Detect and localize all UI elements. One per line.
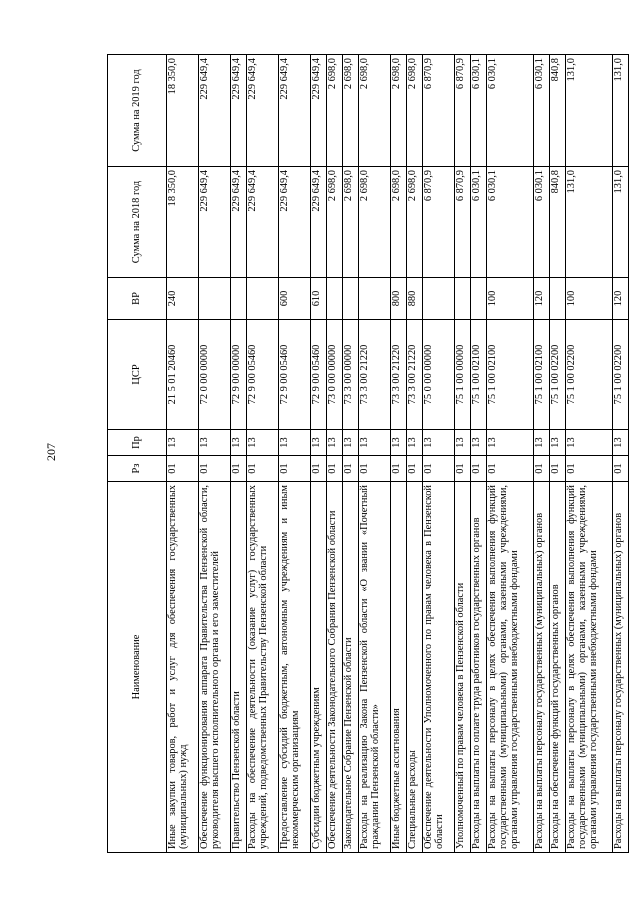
cell-sum-2018: 6 870,9 xyxy=(455,167,471,278)
cell-sum-2019: 18 350,0 xyxy=(167,55,199,167)
cell-rz: 01 xyxy=(407,456,423,482)
table-header xyxy=(108,55,167,853)
table-row xyxy=(231,55,247,853)
table-row xyxy=(550,55,566,853)
cell-pr: 13 xyxy=(327,430,343,456)
cell-csr: 75 1 00 02200 xyxy=(566,320,613,430)
table-row xyxy=(423,55,455,853)
cell-rz: 01 xyxy=(391,456,407,482)
cell-csr: 72 9 00 05460 xyxy=(279,320,311,430)
table-row xyxy=(471,55,487,853)
table-row xyxy=(279,55,311,853)
cell-name: Обеспечение функционирования аппарата Правительства Пензенской области, руководителя высшего исполнительного органа и его заместителей xyxy=(199,482,231,853)
cell-sum-2018: 229 649,4 xyxy=(231,167,247,278)
cell-vr: 100 xyxy=(566,278,613,320)
cell-sum-2019: 2 698,0 xyxy=(359,55,391,167)
cell-sum-2018: 229 649,4 xyxy=(247,167,279,278)
cell-sum-2019: 2 698,0 xyxy=(407,55,423,167)
cell-sum-2018: 131,0 xyxy=(566,167,613,278)
cell-vr: 800 xyxy=(391,278,407,320)
cell-csr: 75 1 00 00000 xyxy=(455,320,471,430)
cell-name: Иные закупки товаров, работ и услуг для обеспечения государственных (муниципальных) нужд xyxy=(167,482,199,853)
cell-name: Расходы на выплаты по оплате труда работников государственных органов xyxy=(471,482,487,853)
cell-pr: 13 xyxy=(423,430,455,456)
header-pr: Пр xyxy=(108,430,167,456)
cell-name: Иные бюджетные ассигнования xyxy=(391,482,407,853)
table-row xyxy=(566,55,613,853)
cell-sum-2018: 131,0 xyxy=(613,167,629,278)
table-row xyxy=(391,55,407,853)
cell-sum-2019: 6 030,1 xyxy=(487,55,534,167)
cell-vr xyxy=(471,278,487,320)
cell-pr: 13 xyxy=(534,430,550,456)
cell-rz: 01 xyxy=(550,456,566,482)
cell-sum-2018: 2 698,0 xyxy=(359,167,391,278)
table-row xyxy=(487,55,534,853)
table-row xyxy=(327,55,343,853)
cell-rz: 01 xyxy=(199,456,231,482)
cell-csr: 73 3 00 21220 xyxy=(391,320,407,430)
table-row xyxy=(167,55,199,853)
cell-rz: 01 xyxy=(534,456,550,482)
page-number: 207 xyxy=(44,443,58,461)
table-body xyxy=(167,55,629,853)
cell-csr: 73 0 00 00000 xyxy=(327,320,343,430)
cell-pr: 13 xyxy=(487,430,534,456)
table-row xyxy=(407,55,423,853)
cell-sum-2018: 229 649,4 xyxy=(199,167,231,278)
cell-sum-2018: 6 030,1 xyxy=(471,167,487,278)
cell-vr: 120 xyxy=(534,278,550,320)
cell-sum-2019: 6 870,9 xyxy=(455,55,471,167)
cell-vr: 600 xyxy=(279,278,311,320)
table-row xyxy=(534,55,550,853)
header-vr: ВР xyxy=(108,278,167,320)
cell-pr: 13 xyxy=(550,430,566,456)
cell-sum-2018: 6 030,1 xyxy=(534,167,550,278)
table-row xyxy=(311,55,327,853)
cell-sum-2019: 2 698,0 xyxy=(343,55,359,167)
cell-name: Уполномоченный по правам человека в Пензенской области xyxy=(455,482,471,853)
cell-name: Субсидии бюджетным учреждениям xyxy=(311,482,327,853)
cell-sum-2019: 6 870,9 xyxy=(423,55,455,167)
cell-sum-2018: 229 649,4 xyxy=(279,167,311,278)
header-sum-2018: Сумма на 2018 год xyxy=(108,167,167,278)
cell-sum-2018: 229 649,4 xyxy=(311,167,327,278)
cell-vr: 610 xyxy=(311,278,327,320)
cell-csr: 72 9 00 05460 xyxy=(311,320,327,430)
cell-pr: 13 xyxy=(407,430,423,456)
header-name: Наименование xyxy=(108,482,167,853)
cell-csr: 72 9 00 00000 xyxy=(231,320,247,430)
cell-sum-2019: 6 030,1 xyxy=(534,55,550,167)
cell-name: Специальные расходы xyxy=(407,482,423,853)
header-rz: Рз xyxy=(108,456,167,482)
cell-name: Расходы на выплаты персоналу государственных (муниципальных) органов xyxy=(534,482,550,853)
cell-pr: 13 xyxy=(247,430,279,456)
cell-pr: 13 xyxy=(231,430,247,456)
cell-vr: 100 xyxy=(487,278,534,320)
cell-sum-2018: 2 698,0 xyxy=(391,167,407,278)
cell-sum-2019: 229 649,4 xyxy=(199,55,231,167)
cell-sum-2018: 2 698,0 xyxy=(343,167,359,278)
cell-name: Правительство Пензенской области xyxy=(231,482,247,853)
cell-name: Расходы на выплаты персоналу в целях обеспечения выполнения функций государственными (муниципальными) органами, казенными учреждениями, органами управления государственными внебюджетными фондами xyxy=(566,482,613,853)
cell-vr xyxy=(455,278,471,320)
cell-pr: 13 xyxy=(359,430,391,456)
cell-pr: 13 xyxy=(455,430,471,456)
cell-csr: 75 1 00 02200 xyxy=(613,320,629,430)
cell-vr xyxy=(231,278,247,320)
cell-pr: 13 xyxy=(613,430,629,456)
cell-name: Законодательное Собрание Пензенской области xyxy=(343,482,359,853)
cell-csr: 72 0 00 00000 xyxy=(199,320,231,430)
cell-csr: 75 1 00 02100 xyxy=(471,320,487,430)
cell-vr xyxy=(359,278,391,320)
cell-sum-2019: 131,0 xyxy=(566,55,613,167)
cell-sum-2019: 840,8 xyxy=(550,55,566,167)
cell-name: Расходы на реализацию Закона Пензенской области «О звании «Почетный гражданин Пензенской области» xyxy=(359,482,391,853)
cell-rz: 01 xyxy=(423,456,455,482)
header-csr: ЦСР xyxy=(108,320,167,430)
cell-csr: 75 1 00 02200 xyxy=(550,320,566,430)
budget-table xyxy=(107,54,629,853)
cell-sum-2018: 6 870,9 xyxy=(423,167,455,278)
cell-sum-2019: 229 649,4 xyxy=(279,55,311,167)
cell-vr xyxy=(550,278,566,320)
cell-rz: 01 xyxy=(231,456,247,482)
cell-name: Предоставление субсидий бюджетным, автономным учреждениям и иным некоммерческим организациям xyxy=(279,482,311,853)
table-row xyxy=(247,55,279,853)
table-row xyxy=(343,55,359,853)
cell-csr: 75 1 00 02100 xyxy=(487,320,534,430)
cell-rz: 01 xyxy=(311,456,327,482)
cell-vr xyxy=(423,278,455,320)
cell-sum-2018: 840,8 xyxy=(550,167,566,278)
cell-vr: 880 xyxy=(407,278,423,320)
cell-sum-2018: 2 698,0 xyxy=(407,167,423,278)
cell-sum-2019: 2 698,0 xyxy=(391,55,407,167)
rotated-table-container xyxy=(107,55,624,853)
cell-pr: 13 xyxy=(391,430,407,456)
cell-pr: 13 xyxy=(199,430,231,456)
table-row xyxy=(199,55,231,853)
cell-pr: 13 xyxy=(471,430,487,456)
cell-vr xyxy=(199,278,231,320)
cell-rz: 01 xyxy=(343,456,359,482)
cell-name: Расходы на обеспечение деятельности (оказание услуг) государственных учреждений, подведомственных Правительству Пензенской области xyxy=(247,482,279,853)
cell-rz: 01 xyxy=(455,456,471,482)
cell-vr: 240 xyxy=(167,278,199,320)
cell-vr xyxy=(247,278,279,320)
cell-csr: 72 9 00 05460 xyxy=(247,320,279,430)
cell-rz: 01 xyxy=(487,456,534,482)
cell-rz: 01 xyxy=(327,456,343,482)
cell-sum-2019: 229 649,4 xyxy=(231,55,247,167)
cell-csr: 21 5 01 20460 xyxy=(167,320,199,430)
cell-name: Расходы на обеспечение функций государственных органов xyxy=(550,482,566,853)
cell-rz: 01 xyxy=(613,456,629,482)
cell-name: Расходы на выплаты персоналу в целях обеспечения выполнения функций государственными (муниципальными) органами, казенными учреждениями, органами управления государственными внебюджетными фондами xyxy=(487,482,534,853)
cell-name: Обеспечение деятельности Уполномоченного по правам человека в Пензенской области xyxy=(423,482,455,853)
table-row xyxy=(359,55,391,853)
cell-pr: 13 xyxy=(343,430,359,456)
cell-csr: 75 1 00 02100 xyxy=(534,320,550,430)
cell-rz: 01 xyxy=(167,456,199,482)
cell-vr: 120 xyxy=(613,278,629,320)
cell-rz: 01 xyxy=(566,456,613,482)
cell-sum-2019: 131,0 xyxy=(613,55,629,167)
cell-rz: 01 xyxy=(279,456,311,482)
cell-sum-2019: 6 030,1 xyxy=(471,55,487,167)
cell-pr: 13 xyxy=(311,430,327,456)
cell-sum-2019: 229 649,4 xyxy=(311,55,327,167)
cell-name: Обеспечение деятельности Законодательного Собрания Пензенской области xyxy=(327,482,343,853)
table-row xyxy=(455,55,471,853)
cell-sum-2018: 18 350,0 xyxy=(167,167,199,278)
cell-csr: 75 0 00 00000 xyxy=(423,320,455,430)
cell-rz: 01 xyxy=(247,456,279,482)
cell-pr: 13 xyxy=(566,430,613,456)
header-sum-2019: Сумма на 2019 год xyxy=(108,55,167,167)
cell-sum-2019: 2 698,0 xyxy=(327,55,343,167)
cell-pr: 13 xyxy=(279,430,311,456)
cell-csr: 73 3 00 21220 xyxy=(407,320,423,430)
cell-vr xyxy=(327,278,343,320)
cell-rz: 01 xyxy=(471,456,487,482)
cell-sum-2018: 2 698,0 xyxy=(327,167,343,278)
cell-sum-2018: 6 030,1 xyxy=(487,167,534,278)
cell-name: Расходы на выплаты персоналу государственных (муниципальных) органов xyxy=(613,482,629,853)
cell-vr xyxy=(343,278,359,320)
cell-pr: 13 xyxy=(167,430,199,456)
table-row xyxy=(613,55,629,853)
cell-rz: 01 xyxy=(359,456,391,482)
cell-sum-2019: 229 649,4 xyxy=(247,55,279,167)
cell-csr: 73 3 00 21220 xyxy=(359,320,391,430)
cell-csr: 73 3 00 00000 xyxy=(343,320,359,430)
